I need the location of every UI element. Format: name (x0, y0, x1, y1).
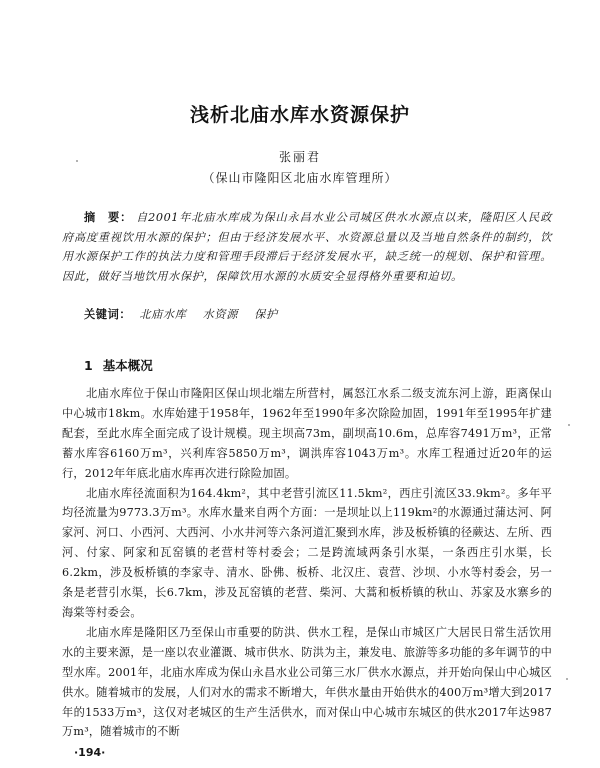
scan-speck (568, 424, 570, 426)
paper-title: 浅析北庙水库水资源保护 (189, 104, 410, 126)
keywords-label: 关键词： (84, 308, 132, 321)
body-paragraph: 北庙水库是隆阳区乃至保山市重要的防洪、供水工程，是保山市城区广大居民日常生活饮用水的主要来源，是一座以农业灌溉、城市供水、防洪为主，兼发电、旅游等多功能的多年调节的中型水库。2001年，北庙水库成为保山永昌水业公司第三水厂供水水源点，并开始向保山中心城区供水。随着城市的发展，人们对水的需求不断增大，年供水量由开始供水的400万m³增大到2017年的1533万m³，这仅对老城区的生产生活供水，而对保山中心城市东城区的供水2017年达987万m³，随着城市的不断 (62, 625, 552, 739)
abstract (62, 208, 552, 286)
keywords (84, 306, 290, 322)
body-paragraph: 北庙水库径流面积为164.4km²，其中老营引流区11.5km²，西庄引流区33.9km²。多年平均径流量为9773.3万m³。水库水量来自两个方面：一是坝址以上119km²的水源通过蒲达河、阿家河、河口、小西河、大西河、小水井河等六条河道汇聚到水库，涉及板桥镇的径蕨达、左所、西河、付家、阿家和瓦窑镇的老营村等村委会；二是跨流域两条引水渠，一条西庄引水渠，长6.2km，涉及板桥镇的李家寺、清水、卧佛、板桥、北汉庄、袁营、沙坝、小水等村委会，另一条是老营引水渠，长6.7km，涉及瓦窑镇的老营、柴河、大蒿和板桥镇的秋山、苏家及水寨乡的海棠等村委会。 (62, 486, 552, 619)
author-name: 张丽君 (278, 150, 321, 164)
scan-speck (76, 160, 78, 162)
page-number: ·194· (74, 746, 106, 759)
body-paragraph: 北庙水库位于保山市隆阳区保山坝北端左所营村，属怒江水系二级支流东河上游，距离保山中心城市18km。水库始建于1958年，1962年至1990年多次除险加固，1991年至1995年扩建配套，至此水库全面完成了设计规模。现主坝高73m，副坝高10.6m，总库容7491万m³，正常蓄水库容6160万m³，兴利库容5850万m³，调洪库容1043万m³。水库工程通过近20年的运行，2012年年底北庙水库再次进行除险加固。 (62, 387, 552, 480)
abstract-text: 自2001年北庙水库成为保山永昌水业公司城区供水水源点以来，隆阳区人民政府高度重视饮用水源的保护；但由于经济发展水平、水资源总量以及当地自然条件的制约，饮用水源保护工作的执法力度和管理手段滞后于经济发展水平，缺乏统一的规划、保护和管理。因此，做好当地饮用水保护，保障饮用水源的水质安全显得格外重要和迫切。 (62, 211, 552, 283)
scan-speck (566, 678, 568, 680)
abstract-label: 摘 要： (84, 211, 133, 224)
keyword: 保护 (254, 308, 278, 321)
author-affiliation: （保山市隆阳区北庙水库管理所） (202, 171, 398, 185)
section-title: 基本概况 (102, 358, 153, 373)
section-heading (84, 356, 153, 374)
section-number: 1 (84, 358, 93, 373)
keyword: 北庙水库 (139, 308, 187, 321)
body-text (62, 384, 552, 742)
keyword: 水资源 (202, 308, 238, 321)
